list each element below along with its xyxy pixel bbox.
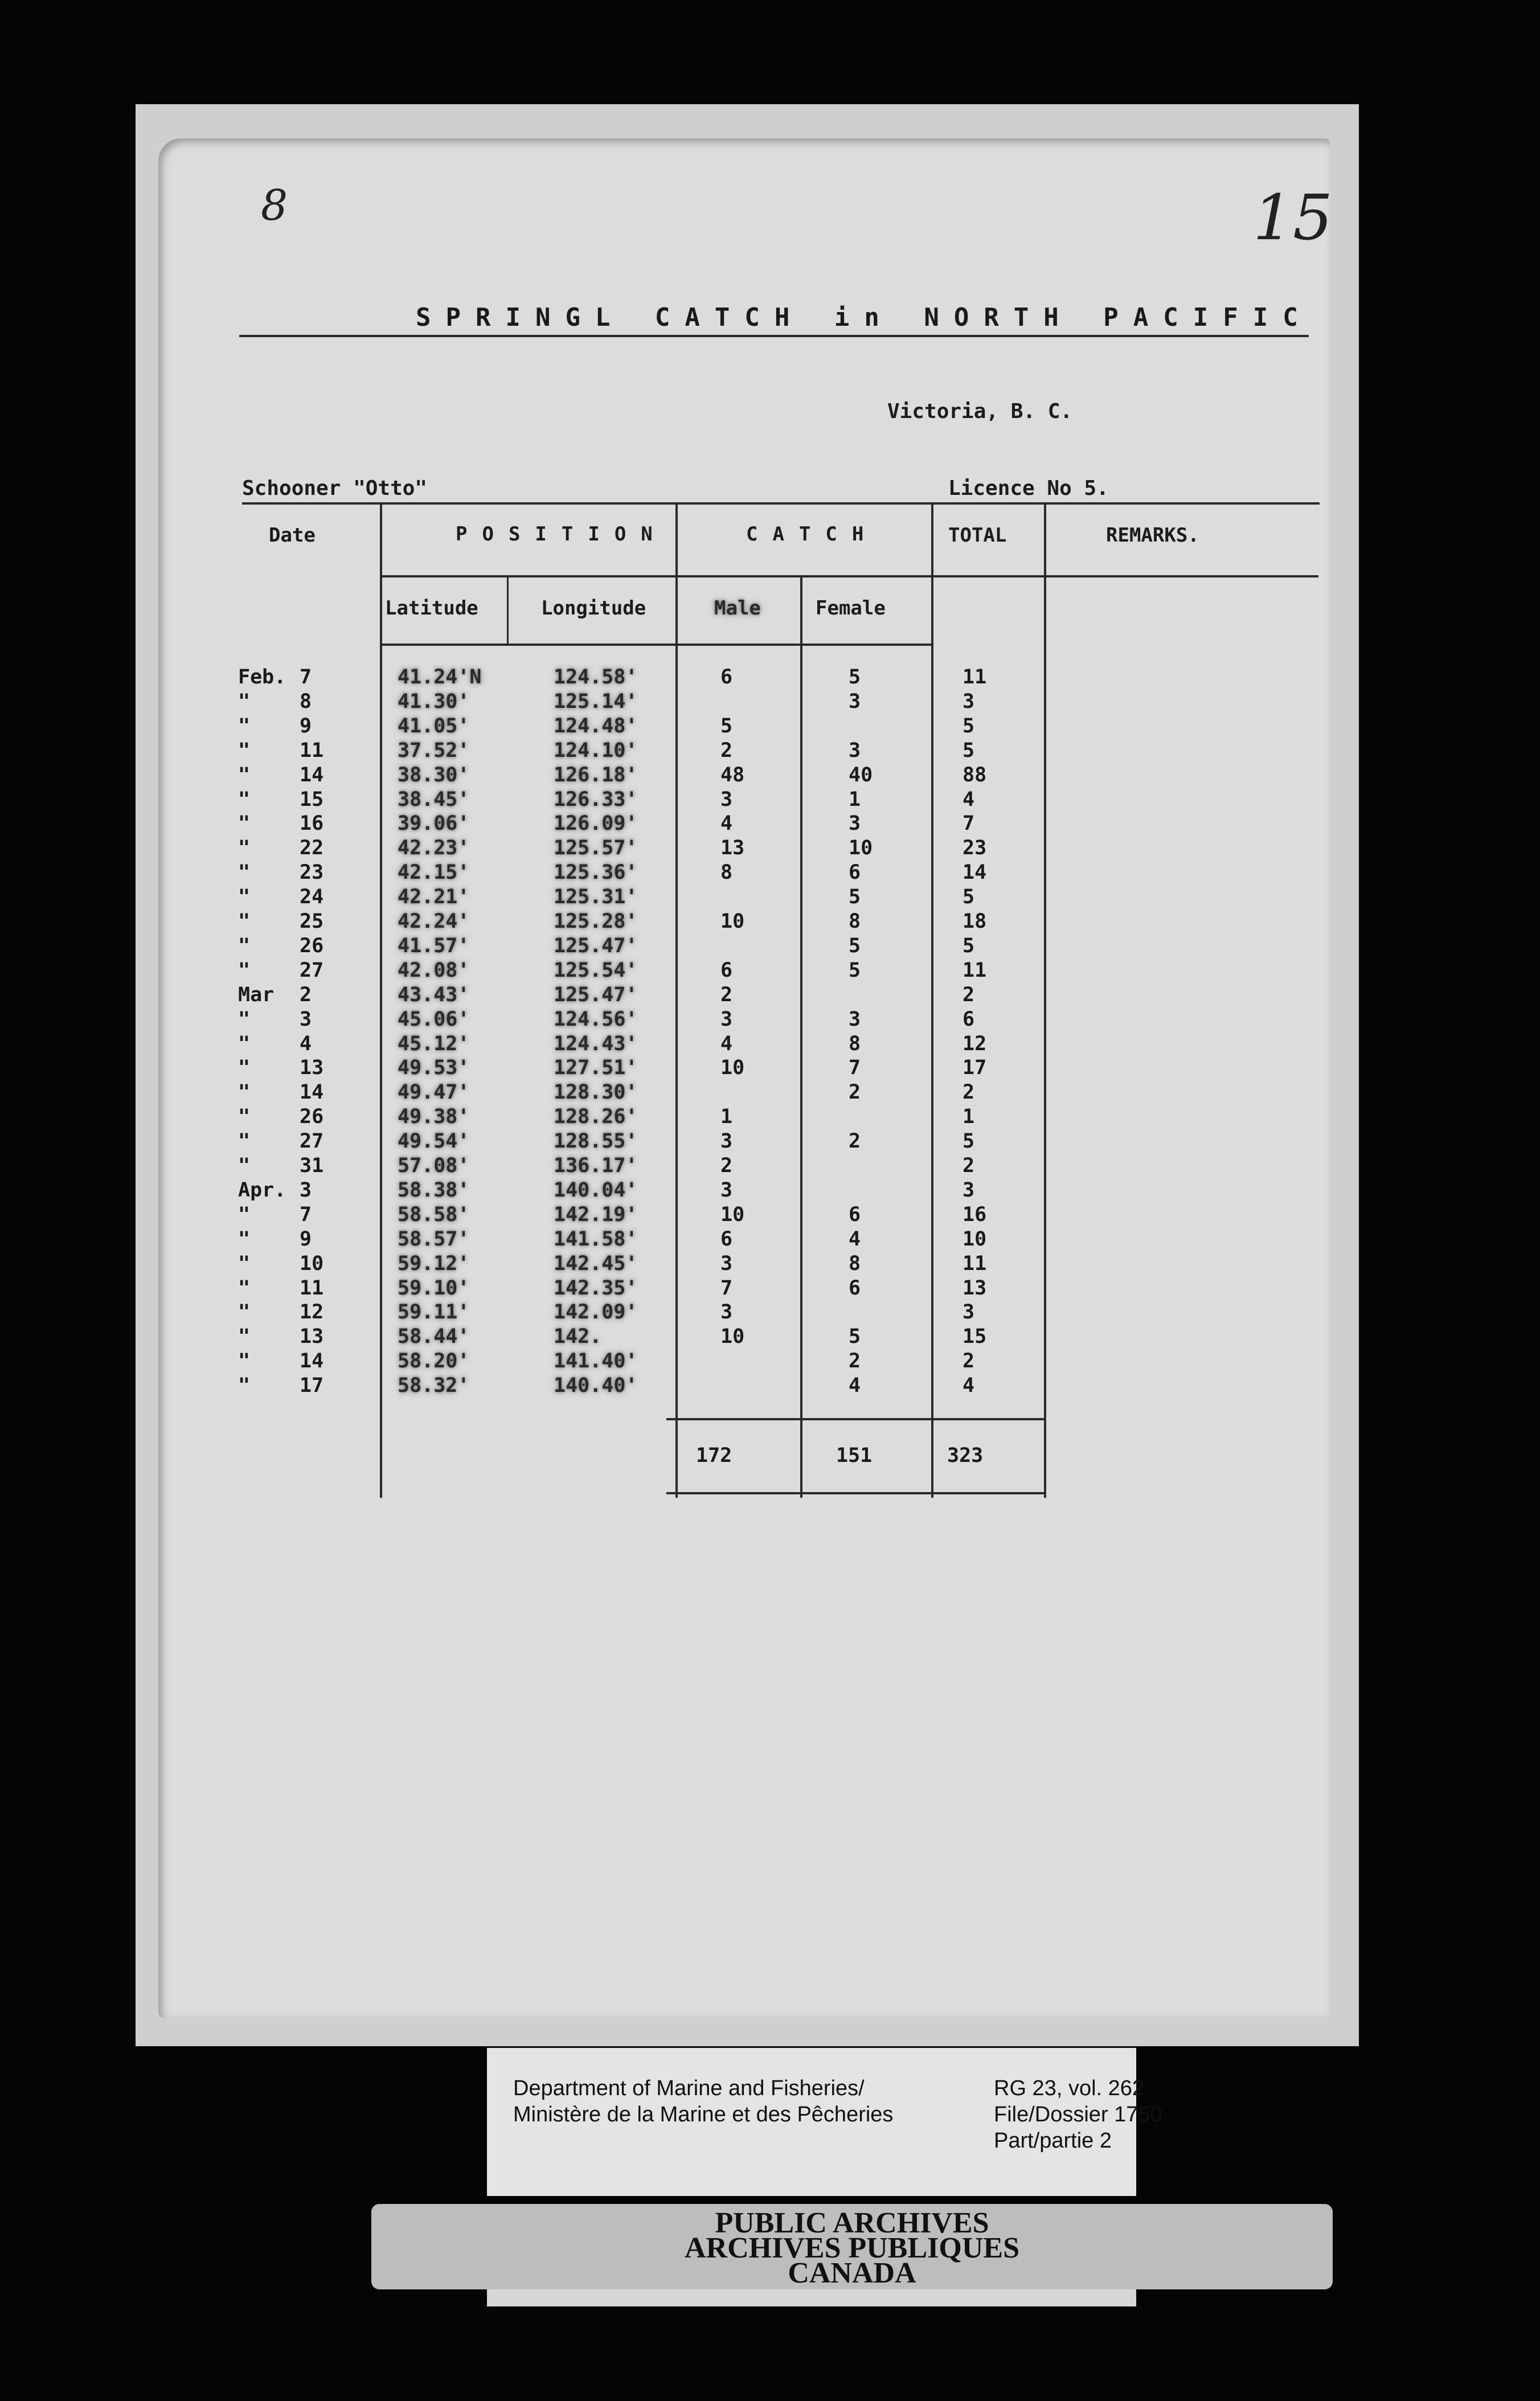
cell-lon: 125.47' — [554, 934, 638, 957]
cell-lon: 142.35' — [554, 1276, 638, 1300]
cell-female: 6 — [849, 861, 861, 884]
cell-male: 6 — [720, 958, 733, 982]
cell-day: 26 — [300, 1105, 324, 1129]
cell-total: 11 — [962, 958, 987, 982]
cell-lat: 49.47' — [398, 1081, 470, 1104]
cell-month: " — [238, 910, 251, 933]
cell-lon: 141.40' — [554, 1350, 638, 1373]
cell-month: " — [238, 861, 251, 884]
cell-day: 14 — [300, 1081, 324, 1104]
cell-female: 3 — [849, 739, 861, 762]
cell-lat: 58.58' — [398, 1203, 470, 1226]
header-male: Male — [714, 597, 761, 620]
header-remarks: REMARKS. — [1106, 524, 1199, 547]
cell-male: 3 — [720, 1007, 733, 1031]
cell-day: 16 — [300, 812, 324, 835]
cell-female: 8 — [849, 1032, 861, 1055]
handwritten-page-number: 15 — [1253, 181, 1333, 254]
cell-lat: 45.06' — [398, 1007, 470, 1031]
cell-month: " — [238, 934, 251, 957]
part-number: Part/partie 2 — [994, 2129, 1112, 2153]
cell-day: 14 — [300, 1350, 324, 1373]
cell-month: " — [238, 958, 251, 982]
cell-male: 3 — [720, 788, 733, 811]
cell-lat: 57.08' — [398, 1154, 470, 1177]
place-line: Victoria, B. C. — [887, 400, 1073, 423]
document-title: SPRINGL CATCH in NORTH PACIFIC — [416, 303, 1313, 332]
schooner-name: Schooner "Otto" — [242, 477, 428, 500]
cell-total: 3 — [962, 1178, 975, 1202]
cell-month: " — [238, 1203, 251, 1226]
cell-lat: 41.24'N — [398, 666, 482, 689]
cell-month: Mar — [238, 983, 275, 1006]
cell-day: 27 — [300, 1130, 324, 1153]
cell-female: 6 — [849, 1276, 861, 1300]
cell-lon: 125.36' — [554, 861, 638, 884]
cell-female: 40 — [849, 763, 873, 786]
cell-day: 10 — [300, 1252, 324, 1275]
cell-lon: 140.04' — [554, 1178, 638, 1202]
cell-total: 18 — [962, 910, 987, 933]
licence-number: Licence No 5. — [948, 477, 1109, 500]
cell-lon: 124.43' — [554, 1032, 638, 1055]
cell-lon: 125.28' — [554, 910, 638, 933]
cell-total: 4 — [962, 1374, 975, 1398]
cell-day: 3 — [300, 1007, 312, 1031]
cell-lat: 59.11' — [398, 1301, 470, 1324]
cell-total: 10 — [962, 1227, 987, 1251]
cell-lon: 125.31' — [554, 886, 638, 909]
cell-month: " — [238, 1301, 251, 1324]
totals-top-rule — [666, 1418, 1046, 1420]
cell-lat: 37.52' — [398, 739, 470, 762]
cell-total: 3 — [962, 1301, 975, 1324]
cell-lon: 125.54' — [554, 958, 638, 982]
cell-day: 7 — [300, 666, 312, 689]
cell-lat: 38.30' — [398, 763, 470, 786]
cell-female: 5 — [849, 886, 861, 909]
cell-total: 6 — [962, 1007, 975, 1031]
cell-lat: 59.12' — [398, 1252, 470, 1275]
cell-day: 25 — [300, 910, 324, 933]
cell-day: 14 — [300, 763, 324, 786]
cell-female: 3 — [849, 1007, 861, 1031]
cell-day: 7 — [300, 1203, 312, 1226]
bottom-strip — [487, 2289, 1136, 2306]
cell-female: 5 — [849, 958, 861, 982]
cell-day: 15 — [300, 788, 324, 811]
cell-total: 12 — [962, 1032, 987, 1055]
cell-male: 10 — [720, 1325, 745, 1349]
cell-total: 5 — [962, 886, 975, 909]
cell-lon: 125.57' — [554, 837, 638, 860]
department-en: Department of Marine and Fisheries/ — [513, 2076, 865, 2100]
cell-lat: 45.12' — [398, 1032, 470, 1055]
cell-lat: 42.21' — [398, 886, 470, 909]
cell-total: 2 — [962, 1154, 975, 1177]
cell-lat: 41.05' — [398, 714, 470, 737]
cell-day: 13 — [300, 1056, 324, 1080]
cell-lon: 136.17' — [554, 1154, 638, 1177]
cell-male: 1 — [720, 1105, 733, 1129]
header-total: TOTAL — [948, 524, 1007, 547]
cell-total: 14 — [962, 861, 987, 884]
cell-female: 3 — [849, 812, 861, 835]
cell-total: 4 — [962, 788, 975, 811]
cell-day: 23 — [300, 861, 324, 884]
department-fr: Ministère de la Marine et des Pêcheries — [513, 2103, 894, 2127]
cell-male: 2 — [720, 1154, 733, 1177]
cell-lon: 142.45' — [554, 1252, 638, 1275]
cell-total: 2 — [962, 1081, 975, 1104]
cell-month: " — [238, 1105, 251, 1129]
cell-lon: 142.09' — [554, 1301, 638, 1324]
cell-month: " — [238, 837, 251, 860]
cell-female: 3 — [849, 690, 861, 713]
cell-female: 8 — [849, 910, 861, 933]
cell-lat: 49.53' — [398, 1056, 470, 1080]
cell-day: 2 — [300, 983, 312, 1006]
col-rule-total — [1044, 503, 1046, 1498]
title-underline — [239, 335, 1309, 337]
cell-lon: 141.58' — [554, 1227, 638, 1251]
cell-total: 15 — [962, 1325, 987, 1349]
cell-total: 13 — [962, 1276, 987, 1300]
archive-reference-card — [487, 2048, 1162, 2196]
cell-total: 1 — [962, 1105, 975, 1129]
cell-day: 13 — [300, 1325, 324, 1349]
header-longitude: Longitude — [541, 597, 646, 620]
cell-total: 7 — [962, 812, 975, 835]
cell-lat: 58.38' — [398, 1178, 470, 1202]
cell-lon: 125.47' — [554, 983, 638, 1006]
cell-total: 16 — [962, 1203, 987, 1226]
handwritten-mark-left: 8 — [261, 181, 288, 230]
stamp-line-2: ARCHIVES PUBLIQUES — [684, 2232, 1020, 2264]
cell-total: 5 — [962, 739, 975, 762]
cell-month: " — [238, 1227, 251, 1251]
cell-female: 2 — [849, 1130, 861, 1153]
cell-female: 4 — [849, 1374, 861, 1398]
cell-day: 9 — [300, 714, 312, 737]
cell-lat: 58.57' — [398, 1227, 470, 1251]
cell-month: " — [238, 1374, 251, 1398]
cell-female: 10 — [849, 837, 873, 860]
cell-male: 2 — [720, 983, 733, 1006]
cell-lat: 42.23' — [398, 837, 470, 860]
cell-male: 10 — [720, 1056, 745, 1080]
cell-male: 13 — [720, 837, 745, 860]
cell-female: 2 — [849, 1081, 861, 1104]
cell-lon: 128.26' — [554, 1105, 638, 1129]
record-group: RG 23, vol. 262 — [994, 2076, 1145, 2100]
cell-lon: 126.18' — [554, 763, 638, 786]
header-date: Date — [269, 524, 316, 547]
cell-lat: 49.38' — [398, 1105, 470, 1129]
cell-lat: 58.32' — [398, 1374, 470, 1398]
cell-day: 17 — [300, 1374, 324, 1398]
cell-lat: 41.57' — [398, 934, 470, 957]
cell-male: 4 — [720, 812, 733, 835]
cell-day: 31 — [300, 1154, 324, 1177]
cell-month: " — [238, 739, 251, 762]
cell-day: 3 — [300, 1178, 312, 1202]
cell-month: " — [238, 1252, 251, 1275]
cell-total: 11 — [962, 1252, 987, 1275]
cell-male: 6 — [720, 1227, 733, 1251]
cell-lon: 142.19' — [554, 1203, 638, 1226]
cell-total: 88 — [962, 763, 987, 786]
cell-female: 5 — [849, 934, 861, 957]
cell-day: 22 — [300, 837, 324, 860]
cell-male: 7 — [720, 1276, 733, 1300]
cell-lon: 140.40' — [554, 1374, 638, 1398]
header-top-rule — [242, 502, 1320, 505]
cell-month: " — [238, 1032, 251, 1055]
cell-day: 9 — [300, 1227, 312, 1251]
grand-total: 323 — [947, 1444, 984, 1467]
cell-lon: 124.10' — [554, 739, 638, 762]
cell-month: " — [238, 714, 251, 737]
cell-month: Apr. — [238, 1178, 286, 1202]
cell-lon: 126.09' — [554, 812, 638, 835]
col-rule-lat — [507, 576, 509, 645]
cell-female: 1 — [849, 788, 861, 811]
cell-lat: 58.44' — [398, 1325, 470, 1349]
cell-month: " — [238, 812, 251, 835]
cell-female: 4 — [849, 1227, 861, 1251]
cell-day: 8 — [300, 690, 312, 713]
cell-male: 5 — [720, 714, 733, 737]
header-bottom-rule — [380, 644, 933, 646]
cell-day: 11 — [300, 739, 324, 762]
cell-month: " — [238, 1056, 251, 1080]
cell-female: 5 — [849, 1325, 861, 1349]
cell-lat: 49.54' — [398, 1130, 470, 1153]
header-latitude: Latitude — [385, 597, 478, 620]
cell-female: 8 — [849, 1252, 861, 1275]
cell-male: 3 — [720, 1301, 733, 1324]
header-position: POSITION — [456, 523, 667, 546]
cell-lat: 42.15' — [398, 861, 470, 884]
cell-month: " — [238, 1130, 251, 1153]
stamp-line-3: CANADA — [788, 2257, 916, 2289]
cell-month: " — [238, 1081, 251, 1104]
cell-lon: 124.48' — [554, 714, 638, 737]
cell-month: " — [238, 1276, 251, 1300]
cell-female: 2 — [849, 1350, 861, 1373]
archives-stamp — [371, 2204, 1333, 2289]
cell-month: " — [238, 788, 251, 811]
cell-total: 11 — [962, 666, 987, 689]
cell-month: " — [238, 1325, 251, 1349]
header-mid-rule — [382, 575, 1318, 577]
cell-month: Feb. — [238, 666, 286, 689]
cell-lon: 125.14' — [554, 690, 638, 713]
cell-male: 2 — [720, 739, 733, 762]
cell-lat: 39.06' — [398, 812, 470, 835]
cell-lat: 41.30' — [398, 690, 470, 713]
cell-female: 7 — [849, 1056, 861, 1080]
cell-day: 24 — [300, 886, 324, 909]
cell-male: 48 — [720, 763, 745, 786]
cell-lon: 124.58' — [554, 666, 638, 689]
cell-month: " — [238, 1350, 251, 1373]
cell-day: 11 — [300, 1276, 324, 1300]
cell-male: 10 — [720, 1203, 745, 1226]
cell-total: 23 — [962, 837, 987, 860]
cell-lon: 142. — [554, 1325, 602, 1349]
file-number: File/Dossier 1750 — [994, 2103, 1162, 2127]
col-rule-catch — [931, 503, 933, 1498]
cell-total: 5 — [962, 1130, 975, 1153]
cell-lon: 127.51' — [554, 1056, 638, 1080]
cell-day: 27 — [300, 958, 324, 982]
cell-female: 6 — [849, 1203, 861, 1226]
totals-bottom-rule — [666, 1492, 1046, 1494]
cell-day: 26 — [300, 934, 324, 957]
cell-total: 17 — [962, 1056, 987, 1080]
cell-female: 5 — [849, 666, 861, 689]
cell-total: 5 — [962, 714, 975, 737]
header-female: Female — [816, 597, 886, 620]
col-rule-male — [800, 576, 802, 1498]
col-rule-date — [380, 503, 382, 1498]
cell-lat: 38.45' — [398, 788, 470, 811]
cell-lon: 128.55' — [554, 1130, 638, 1153]
cell-lon: 126.33' — [554, 788, 638, 811]
cell-male: 4 — [720, 1032, 733, 1055]
cell-lat: 58.20' — [398, 1350, 470, 1373]
cell-total: 5 — [962, 934, 975, 957]
total-female: 151 — [836, 1444, 873, 1467]
cell-male: 3 — [720, 1130, 733, 1153]
stamp-line-1: PUBLIC ARCHIVES — [715, 2207, 989, 2239]
cell-lat: 59.10' — [398, 1276, 470, 1300]
cell-male: 3 — [720, 1178, 733, 1202]
cell-lat: 42.08' — [398, 958, 470, 982]
cell-lat: 42.24' — [398, 910, 470, 933]
cell-month: " — [238, 1007, 251, 1031]
cell-day: 12 — [300, 1301, 324, 1324]
cell-male: 8 — [720, 861, 733, 884]
cell-lon: 124.56' — [554, 1007, 638, 1031]
total-male: 172 — [696, 1444, 732, 1467]
cell-day: 4 — [300, 1032, 312, 1055]
cell-month: " — [238, 763, 251, 786]
cell-month: " — [238, 886, 251, 909]
cell-male: 10 — [720, 910, 745, 933]
cell-total: 2 — [962, 1350, 975, 1373]
cell-total: 3 — [962, 690, 975, 713]
col-rule-position — [675, 503, 678, 1498]
cell-lat: 43.43' — [398, 983, 470, 1006]
cell-lon: 128.30' — [554, 1081, 638, 1104]
cell-male: 3 — [720, 1252, 733, 1275]
cell-month: " — [238, 1154, 251, 1177]
cell-male: 6 — [720, 666, 733, 689]
header-catch: CATCH — [746, 523, 879, 546]
cell-month: " — [238, 690, 251, 713]
cell-total: 2 — [962, 983, 975, 1006]
